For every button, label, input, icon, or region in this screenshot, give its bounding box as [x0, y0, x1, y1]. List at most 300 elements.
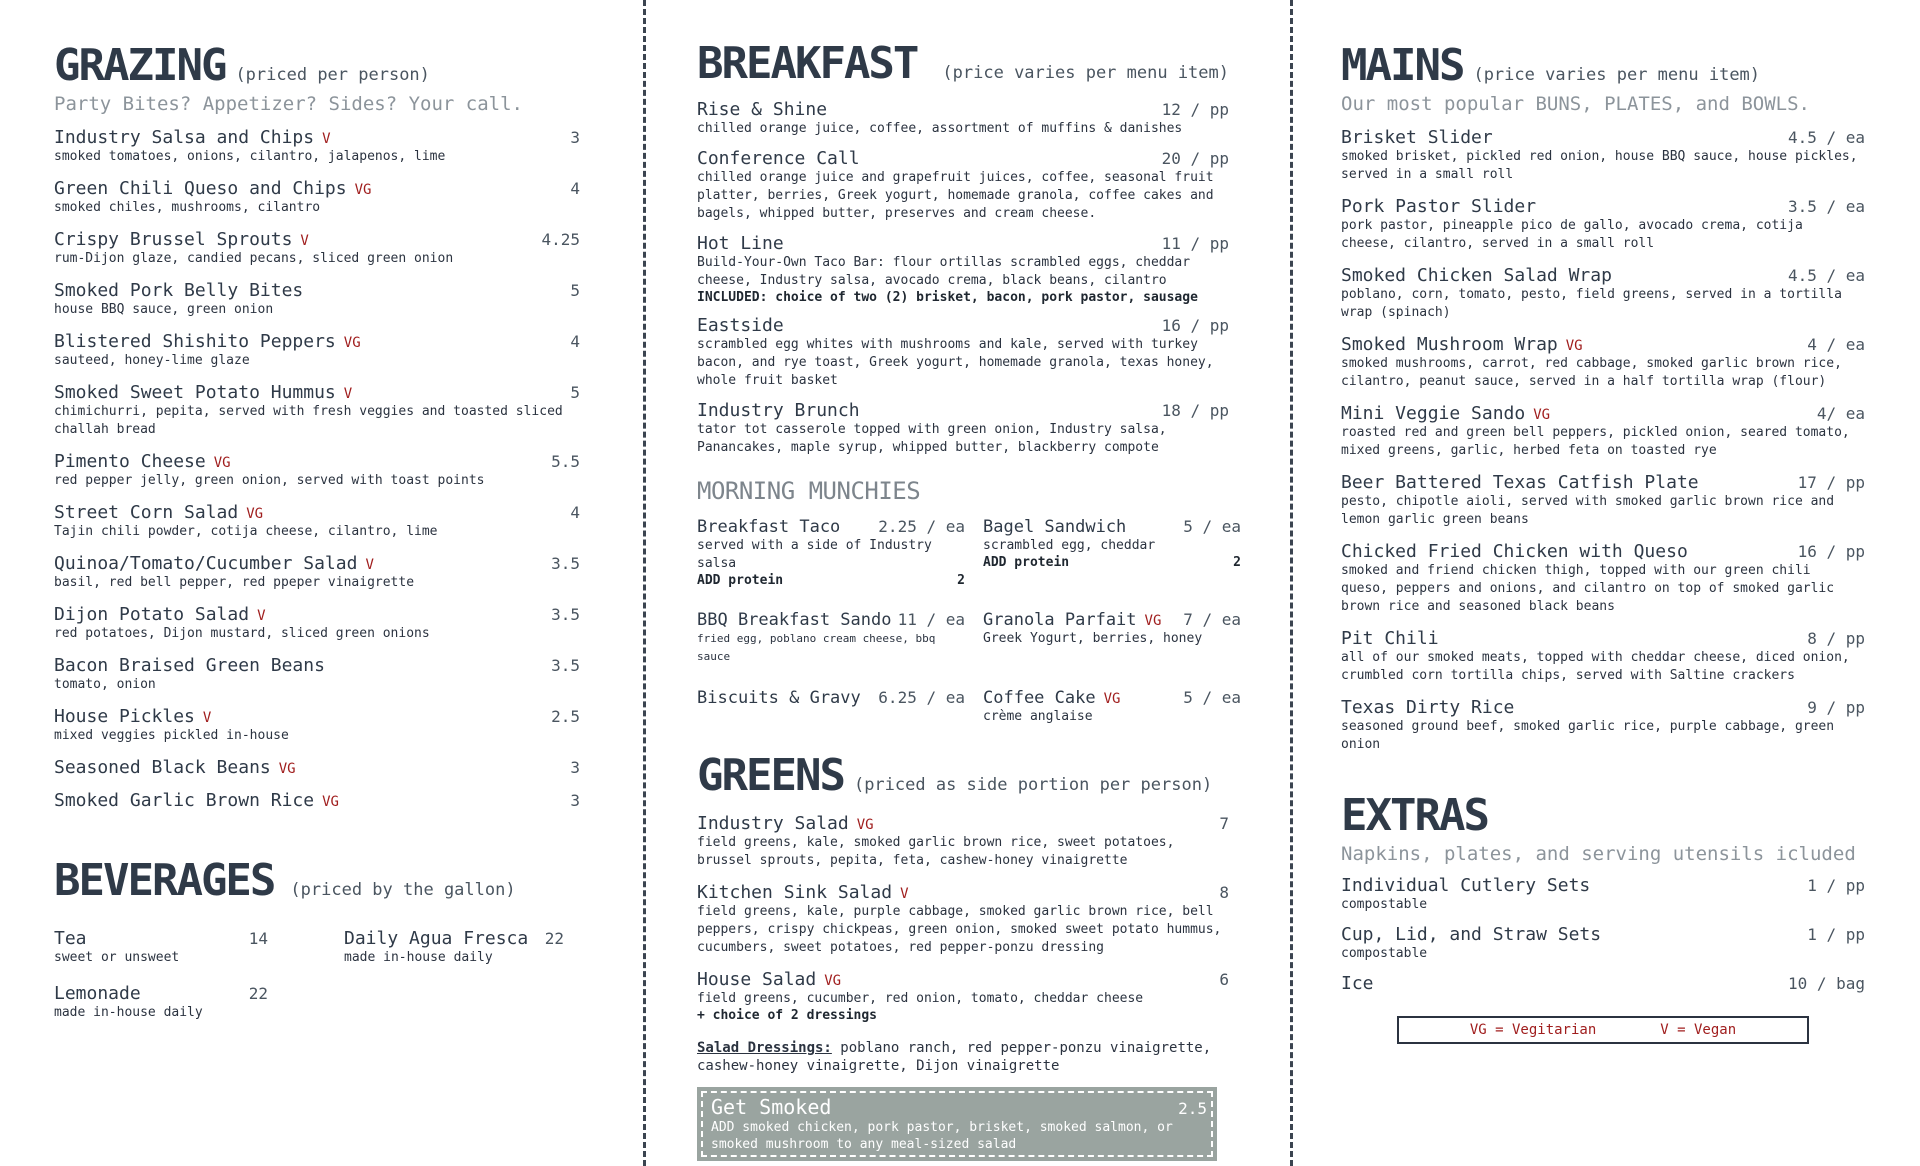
add-protein-row — [697, 573, 965, 588]
grazing-item-name: Smoked Garlic Brown Rice — [54, 790, 315, 811]
extras-list — [1341, 875, 1865, 994]
munchies-item-price: 5 / ea — [1183, 517, 1241, 536]
grazing-item-heading — [54, 553, 374, 574]
extras-item-row — [1341, 875, 1865, 896]
get-smoked-name: Get Smoked — [711, 1095, 832, 1119]
munchies-item-price: 7 / ea — [1183, 610, 1241, 629]
grazing-item-name: Seasoned Black Beans — [54, 757, 271, 778]
grazing-item — [54, 451, 580, 490]
breakfast-header — [697, 38, 1229, 89]
grazing-item-desc: tomato, onion — [54, 677, 156, 692]
grazing-item — [54, 127, 580, 166]
munchies-item-desc: crème anglaise — [983, 709, 1093, 724]
mains-item-price: 4.5 / ea — [1787, 266, 1865, 285]
grazing-item — [54, 280, 580, 319]
grazing-item-price: 4 — [570, 332, 580, 351]
add-protein-label: ADD protein — [983, 555, 1070, 570]
mains-item — [1341, 334, 1865, 391]
grazing-item-heading — [54, 382, 352, 403]
greens-item-price: 8 — [1219, 883, 1229, 902]
mains-title: MAINS — [1341, 40, 1464, 91]
grazing-section — [54, 0, 580, 811]
beverage-desc: sweet or unsweet — [54, 950, 180, 965]
grazing-list — [54, 127, 580, 811]
greens-header — [697, 750, 1229, 801]
diet-tag: V — [322, 131, 331, 147]
grazing-item — [54, 706, 580, 745]
munchies-title: MORNING MUNCHIES — [697, 477, 921, 505]
beverage-price: 14 — [248, 929, 268, 948]
extras-item-name: Individual Cutlery Sets — [1341, 875, 1591, 896]
diet-tag: VG — [354, 182, 372, 198]
greens-item-price: 6 — [1219, 970, 1229, 989]
grazing-item-desc: sauteed, honey-lime glaze — [54, 353, 250, 368]
greens-item-desc: field greens, kale, smoked garlic brown rice, sweet potatoes, brussel sprouts, pepita, feta, cashew-honey vinaigrette — [697, 835, 1175, 868]
extras-item — [1341, 973, 1865, 994]
legend-vg: VG = Vegitarian — [1469, 1022, 1597, 1038]
greens-item-row — [697, 969, 1229, 990]
extras-header — [1341, 790, 1865, 841]
munchies-item — [983, 517, 1241, 588]
get-smoked-desc: ADD smoked chicken, pork pastor, brisket, smoked salmon, or smoked mushroom to any meal-sized salad — [711, 1120, 1173, 1152]
mains-item — [1341, 127, 1865, 184]
diet-tag: VG — [824, 973, 842, 989]
mains-item — [1341, 697, 1865, 754]
get-smoked-price: 2.5 — [1178, 1099, 1207, 1118]
greens-item-desc: field greens, kale, purple cabbage, smoked garlic brown rice, bell peppers, crispy chickpeas, green onion, smoked sweet potato hummus, cucumbers, sweet potatoes, red pepper-ponzu dressing — [697, 904, 1222, 955]
greens-item-row — [697, 813, 1229, 834]
mains-item — [1341, 541, 1865, 616]
breakfast-item-row — [697, 400, 1229, 421]
salad-dressings-list: poblano ranch, red pepper-ponzu vinaigrette, cashew-honey vinaigrette, Dijon vinaigrette — [697, 1040, 1212, 1074]
extras-item-desc: compostable — [1341, 897, 1428, 912]
grazing-item-price: 4 — [570, 503, 580, 522]
grazing-item-row — [54, 229, 580, 250]
mains-item-heading — [1341, 628, 1439, 649]
beverage-desc: made in-house daily — [344, 950, 493, 965]
diet-tag: VG — [278, 761, 296, 777]
munchies-item-name: Bagel Sandwich — [983, 517, 1127, 537]
munchies-item-name: Coffee Cake — [983, 688, 1096, 708]
extras-item — [1341, 875, 1865, 914]
greens-item-extra: + choice of 2 dressings — [697, 1008, 878, 1023]
breakfast-title: BREAKFAST — [697, 38, 918, 89]
breakfast-item-desc: Build-Your-Own Taco Bar: flour ortillas scrambled eggs, cheddar cheese, Industry salsa, avocado crema, black beans, cilantro — [697, 255, 1191, 288]
grazing-item-name: Bacon Braised Green Beans — [54, 655, 325, 676]
mains-section — [1341, 0, 1865, 754]
munchies-item-row — [983, 688, 1241, 708]
breakfast-item-row — [697, 233, 1229, 254]
grazing-item-price: 4 — [570, 179, 580, 198]
grazing-item-desc: smoked chiles, mushrooms, cilantro — [54, 200, 321, 215]
breakfast-item-price: 20 / pp — [1161, 149, 1229, 168]
extras-section — [1341, 790, 1865, 994]
breakfast-item — [697, 148, 1229, 223]
munchies-item-heading — [983, 610, 1161, 630]
breakfast-item-heading — [697, 99, 827, 120]
greens-item — [697, 969, 1229, 1023]
mains-item-name: Chicked Fried Chicken with Queso — [1341, 541, 1688, 562]
grazing-item-row — [54, 553, 580, 574]
grazing-item-price: 3 — [570, 758, 580, 777]
munchies-item-name: Biscuits & Gravy — [697, 688, 861, 708]
munchies-item-price: 2.25 / ea — [878, 517, 965, 536]
grazing-item-row — [54, 790, 580, 811]
column-right — [1341, 0, 1865, 1044]
breakfast-note: (price varies per menu item) — [942, 63, 1229, 83]
salad-dressings-label: Salad Dressings: — [697, 1040, 832, 1056]
grazing-item-heading — [54, 451, 231, 472]
munchies-item-row — [697, 688, 965, 708]
munchies-item-desc: Greek Yogurt, berries, honey — [983, 631, 1203, 646]
breakfast-item-heading — [697, 148, 860, 169]
extras-subtitle: Napkins, plates, and serving utensils icluded — [1341, 843, 1856, 865]
diet-tag: VG — [246, 506, 264, 522]
diet-tag: VG — [1144, 613, 1162, 629]
grazing-item-heading — [54, 331, 361, 352]
legend-v: V = Vegan — [1660, 1022, 1737, 1038]
greens-item-name: House Salad — [697, 969, 817, 990]
breakfast-item-row — [697, 148, 1229, 169]
mains-item-heading — [1341, 127, 1493, 148]
breakfast-item-name: Rise & Shine — [697, 99, 828, 120]
grazing-title: GRAZING — [54, 40, 226, 91]
mains-item-row — [1341, 127, 1865, 148]
mains-item-heading — [1341, 196, 1536, 217]
salad-dressings — [697, 1039, 1229, 1075]
grazing-item-price: 3.5 — [551, 605, 580, 624]
mains-item-price: 17 / pp — [1797, 473, 1865, 492]
mains-item-name: Mini Veggie Sando — [1341, 403, 1526, 424]
greens-item-desc: field greens, cucumber, red onion, tomato, cheddar cheese — [697, 991, 1144, 1006]
grazing-item-heading — [54, 127, 331, 148]
diet-tag: VG — [322, 794, 339, 810]
breakfast-item-name: Hot Line — [697, 233, 784, 254]
extras-item-row — [1341, 924, 1865, 945]
grazing-item-price: 2.5 — [551, 707, 580, 726]
grazing-item-price: 3.5 — [551, 656, 580, 675]
greens-item-row — [697, 882, 1229, 903]
diet-tag: V — [343, 386, 353, 402]
breakfast-item — [697, 400, 1229, 457]
greens-title: GREENS — [697, 750, 844, 801]
grazing-item-desc: mixed veggies pickled in-house — [54, 728, 289, 743]
mains-item-row — [1341, 472, 1865, 493]
mains-item-row — [1341, 265, 1865, 286]
greens-item — [697, 882, 1229, 957]
mains-item-row — [1341, 403, 1865, 424]
greens-list — [697, 813, 1229, 1023]
breakfast-item-row — [697, 315, 1229, 336]
beverages-grid — [54, 912, 580, 1022]
greens-note: (priced as side portion per person) — [853, 775, 1213, 795]
mains-item — [1341, 265, 1865, 322]
munchies-item-desc: served with a side of Industry salsa — [697, 538, 932, 571]
extras-item-heading — [1341, 973, 1374, 994]
munchies-item-heading — [697, 688, 861, 708]
grazing-item-name: Blistered Shishito Peppers — [54, 331, 336, 352]
add-protein-price: 2 — [1233, 555, 1241, 570]
grazing-item-desc: red pepper jelly, green onion, served with toast points — [54, 473, 485, 488]
munchies-item-heading — [983, 688, 1120, 708]
grazing-item-desc: smoked tomatoes, onions, cilantro, jalapenos, lime — [54, 149, 446, 164]
get-smoked-box — [697, 1087, 1217, 1161]
mains-item-price: 3.5 / ea — [1787, 197, 1865, 216]
breakfast-list — [697, 99, 1229, 457]
extras-item-row — [1341, 973, 1865, 994]
greens-section — [697, 750, 1229, 1161]
grazing-item — [54, 502, 580, 541]
beverage-item — [344, 928, 584, 967]
diet-tag: V — [900, 886, 909, 902]
grazing-item-row — [54, 382, 580, 403]
munchies-item-heading — [697, 610, 891, 630]
beverage-item — [54, 928, 344, 967]
grazing-item-heading — [54, 757, 296, 778]
grazing-item-row — [54, 127, 580, 148]
greens-item-heading — [697, 813, 874, 834]
breakfast-item-heading — [697, 315, 784, 336]
munchies-item-name: Breakfast Taco — [697, 517, 841, 537]
grazing-item-name: Pimento Cheese — [54, 451, 206, 472]
diet-tag: V — [300, 233, 309, 249]
munchies-item-name: BBQ Breakfast Sando — [697, 610, 892, 630]
beverages-title: BEVERAGES — [54, 855, 275, 906]
extras-item-heading — [1341, 875, 1590, 896]
grazing-item-price: 5.5 — [551, 452, 580, 471]
grazing-item-heading — [54, 502, 263, 523]
diet-tag: VG — [1565, 338, 1583, 354]
mains-item-desc: smoked brisket, pickled red onion, house BBQ sauce, house pickles, served in a small roll — [1341, 149, 1858, 182]
grazing-item — [54, 382, 580, 439]
beverage-desc: made in-house daily — [54, 1005, 203, 1020]
mains-item-row — [1341, 196, 1865, 217]
grazing-item-name: House Pickles — [54, 706, 195, 727]
grazing-item — [54, 790, 580, 811]
munchies-item-row — [697, 610, 965, 630]
mains-item-name: Smoked Chicken Salad Wrap — [1341, 265, 1612, 286]
grazing-item-heading — [54, 706, 211, 727]
greens-item-name: Industry Salad — [697, 813, 849, 834]
munchies-item-heading — [983, 517, 1126, 537]
mains-subtitle: Our most popular BUNS, PLATES, and BOWLS. — [1341, 93, 1810, 115]
breakfast-item-price: 12 / pp — [1161, 100, 1229, 119]
mains-item-heading — [1341, 697, 1514, 718]
mains-item-price: 4.5 / ea — [1787, 128, 1865, 147]
extras-item-price: 1 / pp — [1807, 876, 1865, 895]
munchies-item — [983, 610, 1241, 666]
add-protein-price: 2 — [957, 573, 965, 588]
grazing-item-desc: basil, red bell pepper, red ppeper vinaigrette — [54, 575, 415, 590]
greens-item — [697, 813, 1229, 870]
greens-item-name: Kitchen Sink Salad — [697, 882, 893, 903]
grazing-item-row — [54, 757, 580, 778]
beverages-note: (priced by the gallon) — [290, 880, 516, 900]
grazing-item-name: Quinoa/Tomato/Cucumber Salad — [54, 553, 358, 574]
column-left — [54, 0, 580, 1022]
grazing-item-price: 5 — [570, 383, 580, 402]
grazing-item-desc: Tajin chili powder, cotija cheese, cilantro, lime — [54, 524, 438, 539]
greens-item-heading — [697, 882, 909, 903]
grazing-item-price: 3.5 — [551, 554, 580, 573]
beverages-header — [54, 855, 580, 906]
mains-item-desc: roasted red and green bell peppers, pickled onion, seared tomato, mixed greens, garlic, herbed feta on toasted rye — [1341, 425, 1850, 458]
mains-note: (price varies per menu item) — [1473, 65, 1761, 85]
munchies-item-desc: scrambled egg, cheddar — [983, 538, 1156, 553]
munchies-item-row — [983, 610, 1241, 630]
diet-tag: V — [365, 557, 374, 573]
extras-item-price: 10 / bag — [1787, 974, 1865, 993]
breakfast-item — [697, 315, 1229, 390]
breakfast-item-extra: INCLUDED: choice of two (2) brisket, bacon, pork pastor, sausage — [697, 290, 1198, 305]
mains-item — [1341, 403, 1865, 460]
mains-item-name: Texas Dirty Rice — [1341, 697, 1515, 718]
grazing-item-name: Green Chili Queso and Chips — [54, 178, 347, 199]
breakfast-item-name: Eastside — [697, 315, 784, 336]
grazing-item-row — [54, 604, 580, 625]
beverage-price: 22 — [248, 984, 268, 1003]
mains-item-heading — [1341, 541, 1688, 562]
munchies-item-price: 11 / ea — [897, 610, 965, 629]
mains-item-desc: poblano, corn, tomato, pesto, field greens, served in a tortilla wrap (spinach) — [1341, 287, 1842, 320]
extras-title: EXTRAS — [1341, 790, 1488, 841]
grazing-item-price: 3 — [570, 791, 580, 810]
munchies-item — [983, 688, 1241, 726]
diet-legend — [1397, 1016, 1809, 1044]
grazing-item-name: Industry Salsa and Chips — [54, 127, 315, 148]
diet-tag: VG — [856, 817, 874, 833]
breakfast-item-name: Industry Brunch — [697, 400, 860, 421]
mains-item-price: 16 / pp — [1797, 542, 1865, 561]
mains-item — [1341, 196, 1865, 253]
diet-tag: VG — [1103, 691, 1121, 707]
grazing-item-row — [54, 280, 580, 301]
grazing-item-row — [54, 706, 580, 727]
munchies-section — [697, 477, 1241, 726]
beverage-item — [54, 983, 344, 1022]
diet-tag: VG — [1533, 407, 1551, 423]
grazing-item-row — [54, 502, 580, 523]
divider-left — [643, 0, 646, 1166]
extras-item-heading — [1341, 924, 1601, 945]
mains-item-desc: pesto, chipotle aioli, served with smoked garlic brown rice and lemon garlic green beans — [1341, 494, 1835, 527]
grazing-item-name: Smoked Sweet Potato Hummus — [54, 382, 336, 403]
mains-item-row — [1341, 628, 1865, 649]
grazing-item — [54, 229, 580, 268]
grazing-item-desc: red potatoes, Dijon mustard, sliced green onions — [54, 626, 430, 641]
munchies-grid — [697, 517, 1241, 726]
greens-item-price: 7 — [1219, 814, 1229, 833]
munchies-item-row — [697, 517, 965, 537]
munchies-item-desc: fried egg, poblano cream cheese, bbq sauce — [697, 632, 936, 663]
grazing-item — [54, 553, 580, 592]
grazing-item-desc: chimichurri, pepita, served with fresh veggies and toasted sliced challah bread — [54, 404, 563, 437]
munchies-item-heading — [697, 517, 840, 537]
grazing-item-desc: rum-Dijon glaze, candied pecans, sliced green onion — [54, 251, 454, 266]
grazing-item-name: Smoked Pork Belly Bites — [54, 280, 304, 301]
breakfast-item-desc: chilled orange juice and grapefruit juices, coffee, seasonal fruit platter, berries, Greek yogurt, homemade granola, coffee cakes and bagels, whipped butter, preserves and cream cheese. — [697, 170, 1214, 221]
mains-item-heading — [1341, 265, 1612, 286]
beverage-price: 22 — [544, 929, 564, 948]
mains-item-price: 8 / pp — [1807, 629, 1865, 648]
extras-item — [1341, 924, 1865, 963]
grazing-item-price: 3 — [570, 128, 580, 147]
mains-header — [1341, 40, 1865, 91]
diet-tag: V — [202, 710, 212, 726]
mains-item-name: Pit Chili — [1341, 628, 1439, 649]
extras-item-name: Cup, Lid, and Straw Sets — [1341, 924, 1602, 945]
mains-item — [1341, 628, 1865, 685]
munchies-item-price: 5 / ea — [1183, 688, 1241, 707]
beverage-name: Tea — [54, 928, 87, 949]
grazing-item-name: Dijon Potato Salad — [54, 604, 250, 625]
breakfast-item-heading — [697, 400, 860, 421]
grazing-item — [54, 331, 580, 370]
grazing-item — [54, 178, 580, 217]
beverage-name: Lemonade — [54, 983, 141, 1004]
breakfast-item-desc: tator tot casserole topped with green onion, Industry salsa, Panancakes, maple syrup, whipped butter, blackberry compote — [697, 422, 1167, 455]
munchies-item — [697, 610, 965, 666]
breakfast-section — [697, 0, 1229, 457]
munchies-item — [697, 688, 965, 726]
grazing-item-row — [54, 178, 580, 199]
grazing-note: (priced per person) — [235, 65, 430, 85]
munchies-item-price: 6.25 / ea — [878, 688, 965, 707]
breakfast-item-row — [697, 99, 1229, 120]
mains-list — [1341, 127, 1865, 754]
grazing-item — [54, 655, 580, 694]
breakfast-item — [697, 99, 1229, 138]
mains-item-desc: all of our smoked meats, topped with cheddar cheese, diced onion, crumbled corn tortilla chips, served with Saltine crackers — [1341, 650, 1850, 683]
grazing-header — [54, 40, 580, 91]
mains-item-desc: seasoned ground beef, smoked garlic rice, purple cabbage, green onion — [1341, 719, 1835, 752]
add-protein-label: ADD protein — [697, 573, 784, 588]
beverages-section — [54, 855, 580, 1022]
extras-item-price: 1 / pp — [1807, 925, 1865, 944]
add-protein-row — [983, 555, 1241, 570]
mains-item-name: Beer Battered Texas Catfish Plate — [1341, 472, 1699, 493]
mains-item-heading — [1341, 472, 1699, 493]
grazing-item-heading — [54, 790, 339, 811]
breakfast-item-price: 11 / pp — [1161, 234, 1229, 253]
extras-item-desc: compostable — [1341, 946, 1428, 961]
mains-item-row — [1341, 541, 1865, 562]
greens-item-heading — [697, 969, 841, 990]
grazing-item — [54, 757, 580, 778]
mains-item-price: 4 / ea — [1807, 335, 1865, 354]
grazing-item-row — [54, 331, 580, 352]
grazing-item-heading — [54, 178, 371, 199]
divider-right — [1290, 0, 1293, 1166]
munchies-item-name: Granola Parfait — [983, 610, 1137, 630]
grazing-item-heading — [54, 229, 309, 250]
mains-item-name: Smoked Mushroom Wrap — [1341, 334, 1558, 355]
grazing-item-row — [54, 451, 580, 472]
grazing-item — [54, 604, 580, 643]
grazing-item-heading — [54, 280, 303, 301]
breakfast-item-heading — [697, 233, 784, 254]
mains-item-price: 4/ ea — [1816, 404, 1865, 423]
beverage-name: Daily Agua Fresca — [344, 928, 529, 949]
mains-item-name: Brisket Slider — [1341, 127, 1493, 148]
diet-tag: VG — [343, 335, 361, 351]
breakfast-item-desc: scrambled egg whites with mushrooms and kale, served with turkey bacon, and rye toast, Greek yogurt, homemade granola, texas honey, whole fruit basket — [697, 337, 1214, 388]
grazing-subtitle: Party Bites? Appetizer? Sides? Your call. — [54, 93, 523, 115]
grazing-item-name: Street Corn Salad — [54, 502, 239, 523]
mains-item-desc: smoked and friend chicken thigh, topped with our green chili queso, peppers and onions, and cilantro on top of smoked garlic brown rice and seasoned black beans — [1341, 563, 1835, 614]
grazing-item-desc: house BBQ sauce, green onion — [54, 302, 274, 317]
mains-item-row — [1341, 334, 1865, 355]
